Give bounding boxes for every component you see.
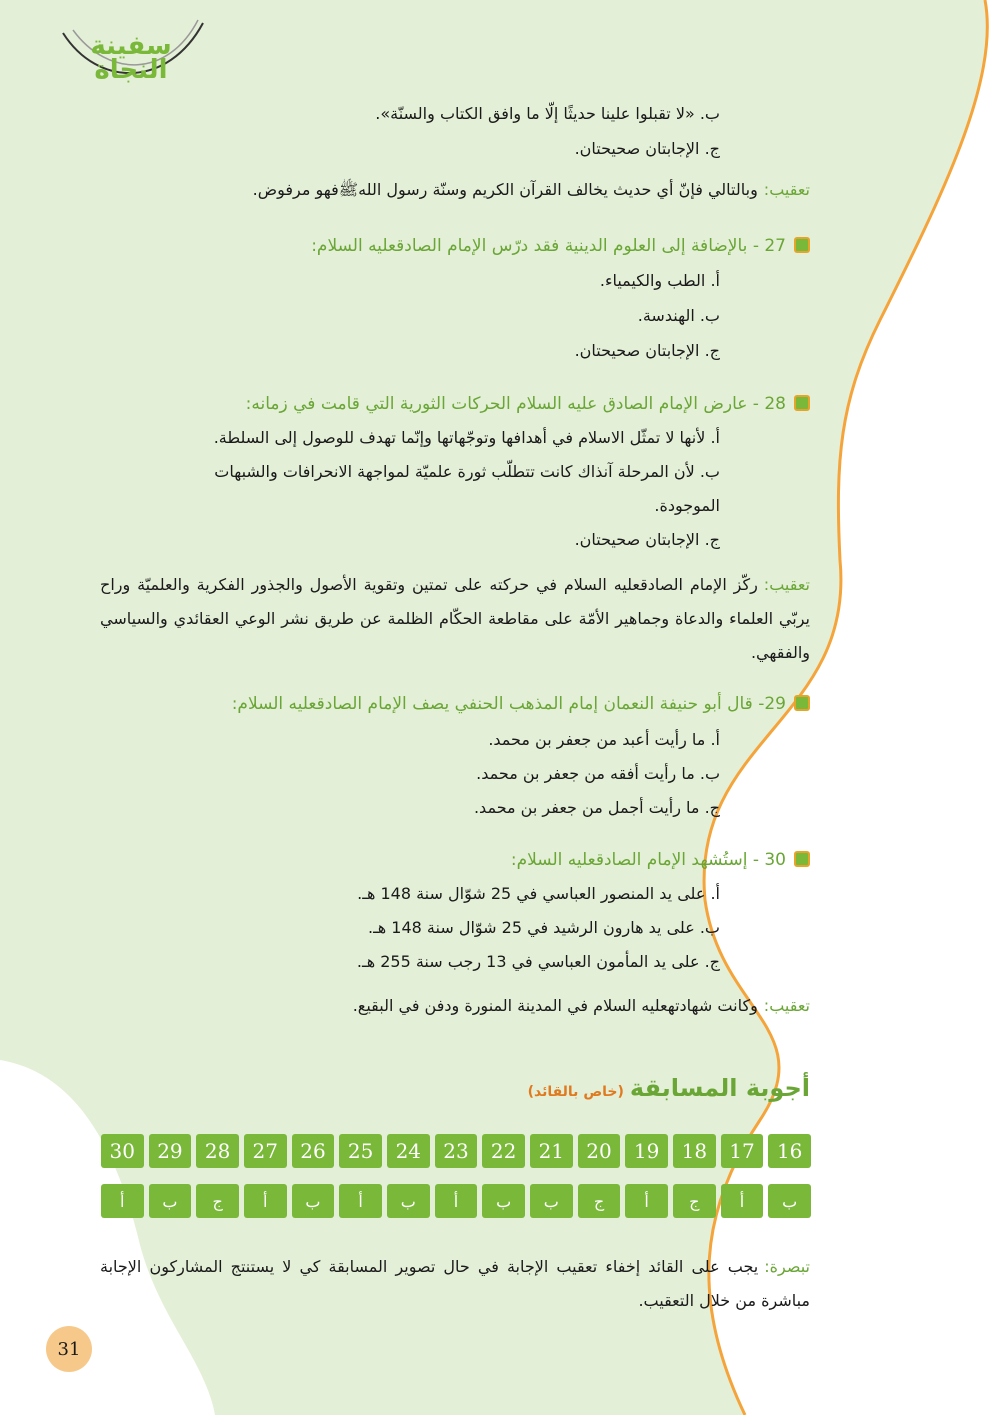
q29-title xyxy=(232,694,810,714)
comment-text: ركّز الإمام الصادقعليه السلام في حركته على تمتين وتقوية الأصول والجذور الفكرية والعلميّة وراح يربّي العلماء والدعاة وجماهير الأمّة على مقاطعة الحكّام الظلمة عن طريق نشر الوعي العقائدي والسياسي والفقهي. xyxy=(100,575,810,662)
q26-option-b: ب. «لا تقبلوا علينا حديثًا إلّا ما وافق الكتاب والسنّة». xyxy=(375,104,720,123)
answer-number-cell: 24 xyxy=(387,1134,430,1168)
answer-letter-cell: أ xyxy=(625,1184,668,1218)
logo-text: سفينة النجاة xyxy=(90,31,172,85)
comment-label: تعقيب: xyxy=(763,180,810,199)
answer-letter-cell: أ xyxy=(244,1184,287,1218)
q29-option-b: ب. ما رأيت أفقه من جعفر بن محمد. xyxy=(476,764,720,783)
answers-number-row xyxy=(101,1134,811,1168)
q29-option-a: أ. ما رأيت أعبد من جعفر بن محمد. xyxy=(488,730,720,749)
answer-letter-cell: ج xyxy=(196,1184,239,1218)
question-text: 28 - عارض الإمام الصادق عليه السلام الحركات الثورية التي قامت في زمانه: xyxy=(245,394,786,414)
answer-number-cell: 26 xyxy=(292,1134,335,1168)
answer-letter-cell: أ xyxy=(721,1184,764,1218)
q30-comment xyxy=(353,996,810,1015)
q26-option-c: ج. الإجابتان صحيحتان. xyxy=(574,139,720,158)
q27-title xyxy=(311,236,810,256)
q30-title xyxy=(511,850,810,870)
answer-letter-cell: ب xyxy=(482,1184,525,1218)
comment-text: وبالتالي فإنّ أي حديث يخالف القرآن الكريم وسنّة رسول اللهﷺفهو مرفوض. xyxy=(252,180,758,199)
answer-letter-cell: ب xyxy=(768,1184,811,1218)
q28-title xyxy=(246,394,810,414)
question-text: 29- قال أبو حنيفة النعمان إمام المذهب الحنفي يصف الإمام الصادقعليه السلام: xyxy=(231,694,786,714)
q30-option-c: ج. على يد المأمون العباسي في 13 رجب سنة 255 هـ. xyxy=(356,952,720,971)
answer-letter-cell: ج xyxy=(673,1184,716,1218)
answer-letter-cell: ج xyxy=(578,1184,621,1218)
q30-option-b: ب. على يد هارون الرشيد في 25 شوّال سنة 148 هـ. xyxy=(368,918,720,937)
answers-subtitle: (خاص بالقائد) xyxy=(527,1084,624,1100)
answer-number-cell: 17 xyxy=(721,1134,764,1168)
question-text: 30 - إستُشهد الإمام الصادقعليه السلام: xyxy=(510,850,786,870)
question-text: 27 - بالإضافة إلى العلوم الدينية فقد درّس الإمام الصادقعليه السلام: xyxy=(311,236,786,256)
note xyxy=(100,1250,810,1318)
answer-letter-cell: ب xyxy=(149,1184,192,1218)
comment-label: تعقيب: xyxy=(763,996,810,1015)
comment-text: وكانت شهادتهعليه السلام في المدينة المنورة ودفن في البقيع. xyxy=(352,996,758,1015)
answer-number-cell: 23 xyxy=(435,1134,478,1168)
answers-letter-row xyxy=(101,1184,811,1218)
answer-letter-cell: أ xyxy=(339,1184,382,1218)
answers-title-text: أجوبة المسابقة xyxy=(629,1074,810,1102)
q28-option-c: ج. الإجابتان صحيحتان. xyxy=(574,530,720,549)
answer-number-cell: 25 xyxy=(339,1134,382,1168)
bullet-icon xyxy=(794,851,810,867)
comment-label: تعقيب: xyxy=(763,575,810,594)
q28-option-a: أ. لأنها لا تمثّل الاسلام في أهدافها وتوجّهاتها وإنّما تهدف للوصول إلى السلطة. xyxy=(213,428,720,447)
bullet-icon xyxy=(794,237,810,253)
q28-option-b: ب. لأن المرحلة آنذاك كانت تتطلّب ثورة علميّة لمواجهة الانحرافات والشبهات xyxy=(214,462,720,481)
answer-number-cell: 27 xyxy=(244,1134,287,1168)
note-label: تبصرة: xyxy=(764,1257,810,1276)
bullet-icon xyxy=(794,395,810,411)
note-text: يجب على القائد إخفاء تعقيب الإجابة في حال تصوير المسابقة كي لا يستنتج المشاركون الإجابة مباشرة من خلال التعقيب. xyxy=(100,1257,810,1310)
q26-comment xyxy=(253,180,810,203)
answer-number-cell: 19 xyxy=(625,1134,668,1168)
answer-number-cell: 20 xyxy=(578,1134,621,1168)
q27-option-c: ج. الإجابتان صحيحتان. xyxy=(574,341,720,360)
logo xyxy=(58,18,208,98)
answer-letter-cell: ب xyxy=(387,1184,430,1218)
answer-letter-cell: ب xyxy=(292,1184,335,1218)
q29-option-c: ج. ما رأيت أجمل من جعفر بن محمد. xyxy=(473,798,720,817)
answer-number-cell: 22 xyxy=(482,1134,525,1168)
q27-option-a: أ. الطب والكيمياء. xyxy=(599,271,720,290)
answer-number-cell: 28 xyxy=(196,1134,239,1168)
answer-letter-cell: أ xyxy=(435,1184,478,1218)
answer-number-cell: 16 xyxy=(768,1134,811,1168)
answers-title xyxy=(528,1074,810,1102)
answer-number-cell: 29 xyxy=(149,1134,192,1168)
answer-number-cell: 21 xyxy=(530,1134,573,1168)
q28-option-b-cont: الموجودة. xyxy=(654,496,720,515)
q27-option-b: ب. الهندسة. xyxy=(637,306,720,325)
answer-letter-cell: ب xyxy=(530,1184,573,1218)
page-number: 31 xyxy=(46,1326,92,1372)
bullet-icon xyxy=(794,695,810,711)
q30-option-a: أ. على يد المنصور العباسي في 25 شوّال سنة 148 هـ. xyxy=(357,884,720,903)
answer-number-cell: 18 xyxy=(673,1134,716,1168)
answer-letter-cell: أ xyxy=(101,1184,144,1218)
answer-number-cell: 30 xyxy=(101,1134,144,1168)
q28-comment xyxy=(100,568,810,670)
